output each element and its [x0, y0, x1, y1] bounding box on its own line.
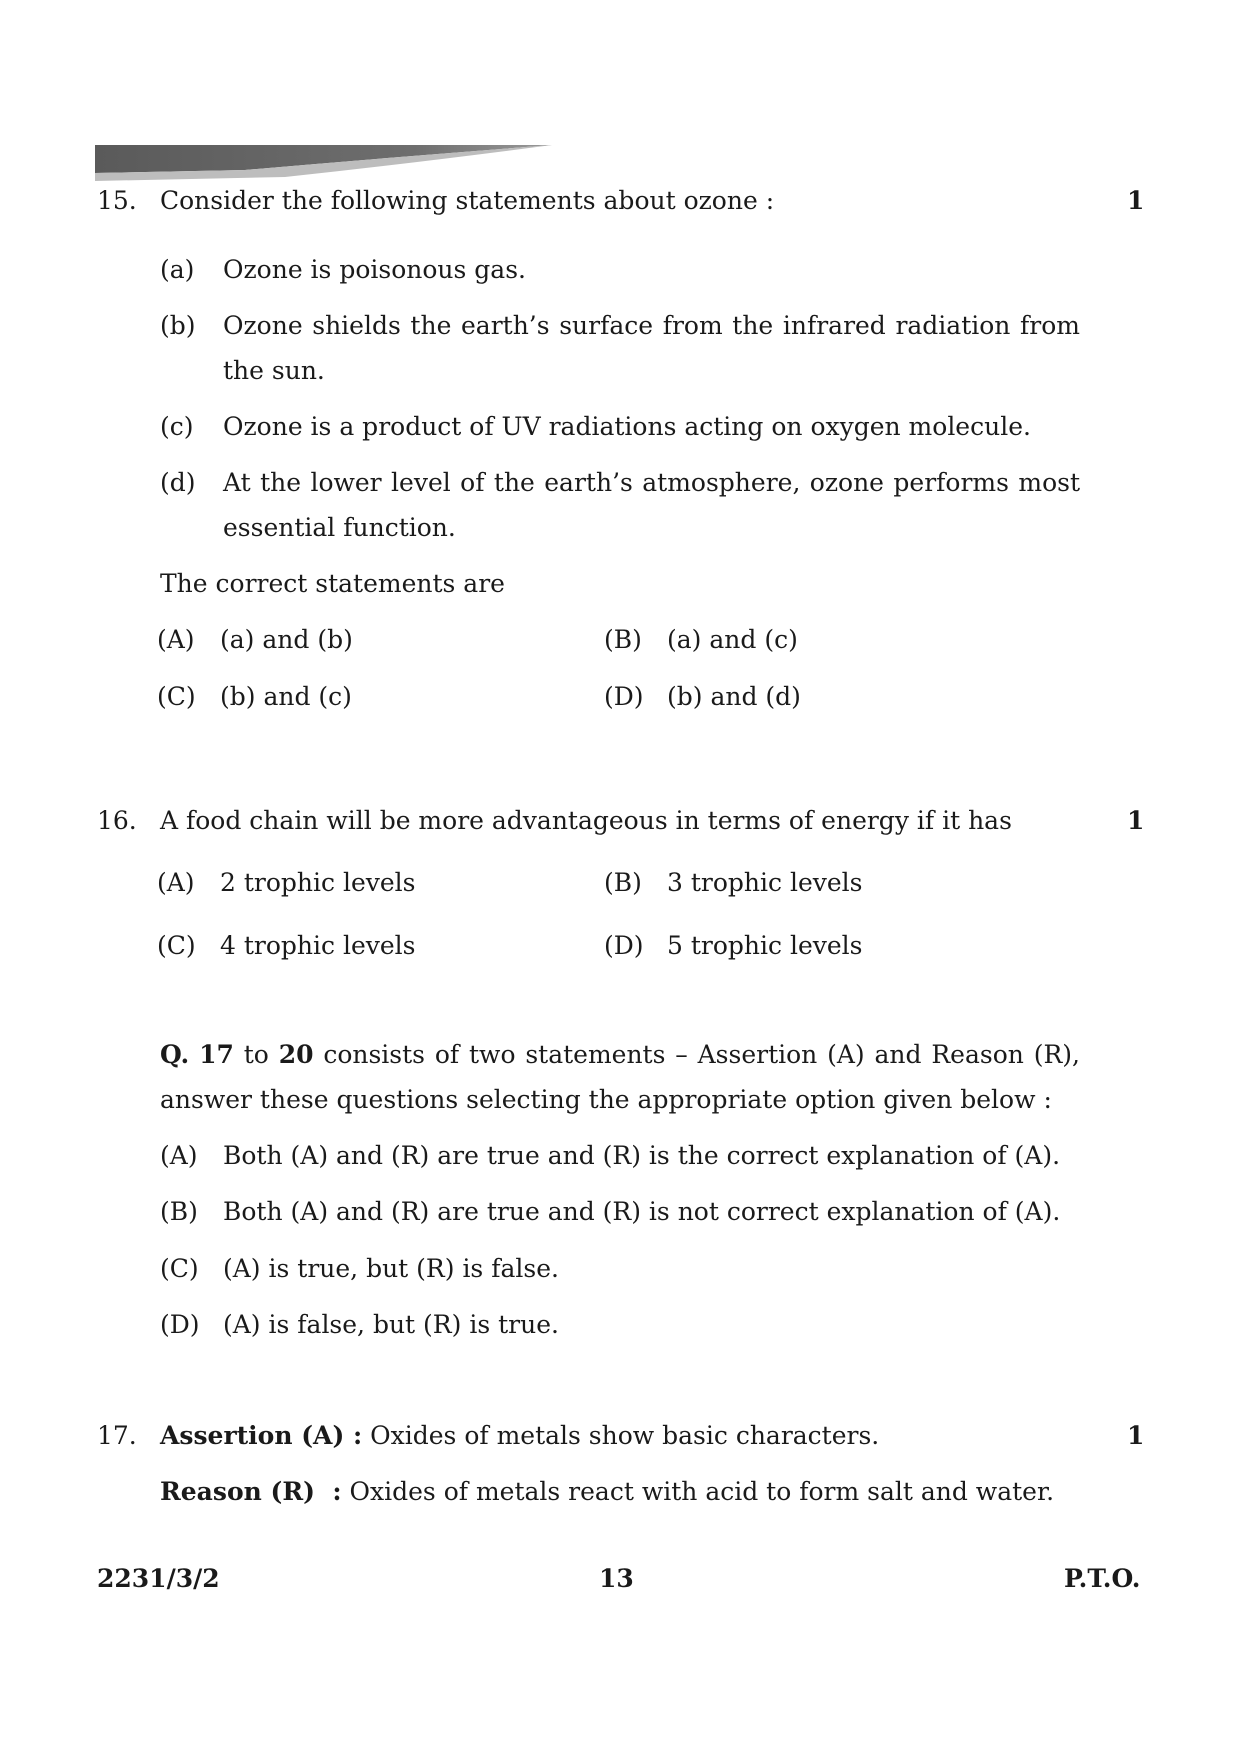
- q15-option-label: (C): [157, 682, 196, 711]
- instructions-from: 17: [199, 1040, 234, 1069]
- q15-option-label: (A): [157, 625, 195, 654]
- footer-paper-code: 2231/3/2: [97, 1564, 220, 1593]
- ar-option-label: (D): [160, 1310, 200, 1339]
- q17-assertion: [160, 1420, 879, 1452]
- ar-option-text: (A) is false, but (R) is true.: [223, 1310, 559, 1339]
- q15-option-text: (a) and (b): [220, 625, 353, 654]
- ar-option-label: (A): [160, 1141, 198, 1170]
- q17-marks: 1: [1127, 1421, 1145, 1450]
- q16-option-label: (A): [157, 868, 195, 897]
- q17-reason-text: Oxides of metals react with acid to form salt and water.: [349, 1477, 1055, 1506]
- ar-option-text: (A) is true, but (R) is false.: [223, 1254, 559, 1283]
- instructions-to-word: to: [243, 1040, 269, 1069]
- footer-page-number: 13: [599, 1564, 634, 1593]
- ar-option-text: Both (A) and (R) are true and (R) is the correct explanation of (A).: [223, 1141, 1061, 1170]
- q15-statement-text: Ozone is a product of UV radiations acting on oxygen molecule.: [223, 412, 1031, 441]
- ar-option-text: Both (A) and (R) are true and (R) is not correct explanation of (A).: [223, 1197, 1061, 1226]
- q15-statement-label: (d): [160, 468, 196, 497]
- q15-prompt: The correct statements are: [160, 569, 505, 598]
- q17-assertion-text: Oxides of metals show basic characters.: [370, 1421, 880, 1450]
- q16-marks: 1: [1127, 806, 1145, 835]
- q15-statement-text-cont: the sun.: [223, 356, 325, 385]
- q15-option-label: (D): [604, 682, 644, 711]
- instructions-line-1: [160, 1039, 1080, 1071]
- q15-option-text: (b) and (c): [220, 682, 352, 711]
- q15-text: Consider the following statements about ozone :: [160, 186, 775, 215]
- q16-option-label: (B): [604, 868, 642, 897]
- q15-option-text: (a) and (c): [667, 625, 798, 654]
- q17-number: 17.: [97, 1421, 137, 1450]
- q16-number: 16.: [97, 806, 137, 835]
- q16-text: A food chain will be more advantageous in terms of energy if it has: [160, 806, 1012, 835]
- q17-reason: [160, 1476, 1054, 1508]
- q16-option-text: 5 trophic levels: [667, 931, 863, 960]
- q15-number: 15.: [97, 186, 137, 215]
- instructions-q-prefix: Q.: [160, 1040, 190, 1069]
- ar-option-label: (B): [160, 1197, 198, 1226]
- instructions-to: 20: [278, 1040, 314, 1069]
- q15-statement-label: (a): [160, 255, 195, 284]
- q15-option-label: (B): [604, 625, 642, 654]
- footer-pto: P.T.O.: [1064, 1564, 1141, 1593]
- q15-statement-text-cont: essential function.: [223, 513, 456, 542]
- instructions-line-1-rest: consists of two statements – Assertion (A) and Reason (R),: [323, 1040, 1080, 1069]
- q15-statement-text: At the lower level of the earth’s atmosphere, ozone performs most: [223, 468, 1080, 497]
- q16-option-text: 2 trophic levels: [220, 868, 416, 897]
- q16-option-text: 3 trophic levels: [667, 868, 863, 897]
- ar-option-label: (C): [160, 1254, 199, 1283]
- q17-reason-label: Reason (R) :: [160, 1477, 342, 1506]
- q15-statement-label: (c): [160, 412, 194, 441]
- q15-statement-text: Ozone shields the earth’s surface from the infrared radiation from: [223, 311, 1080, 340]
- q15-option-text: (b) and (d): [667, 682, 801, 711]
- q15-statement-text: Ozone is poisonous gas.: [223, 255, 526, 284]
- q15-marks: 1: [1127, 186, 1145, 215]
- q16-option-label: (D): [604, 931, 644, 960]
- q15-statement-label: (b): [160, 311, 196, 340]
- header-bar-graphic: [95, 145, 555, 185]
- q17-assertion-label: Assertion (A) :: [160, 1421, 363, 1450]
- q16-option-text: 4 trophic levels: [220, 931, 416, 960]
- q16-option-label: (C): [157, 931, 196, 960]
- instructions-line-2: answer these questions selecting the appropriate option given below :: [160, 1085, 1052, 1114]
